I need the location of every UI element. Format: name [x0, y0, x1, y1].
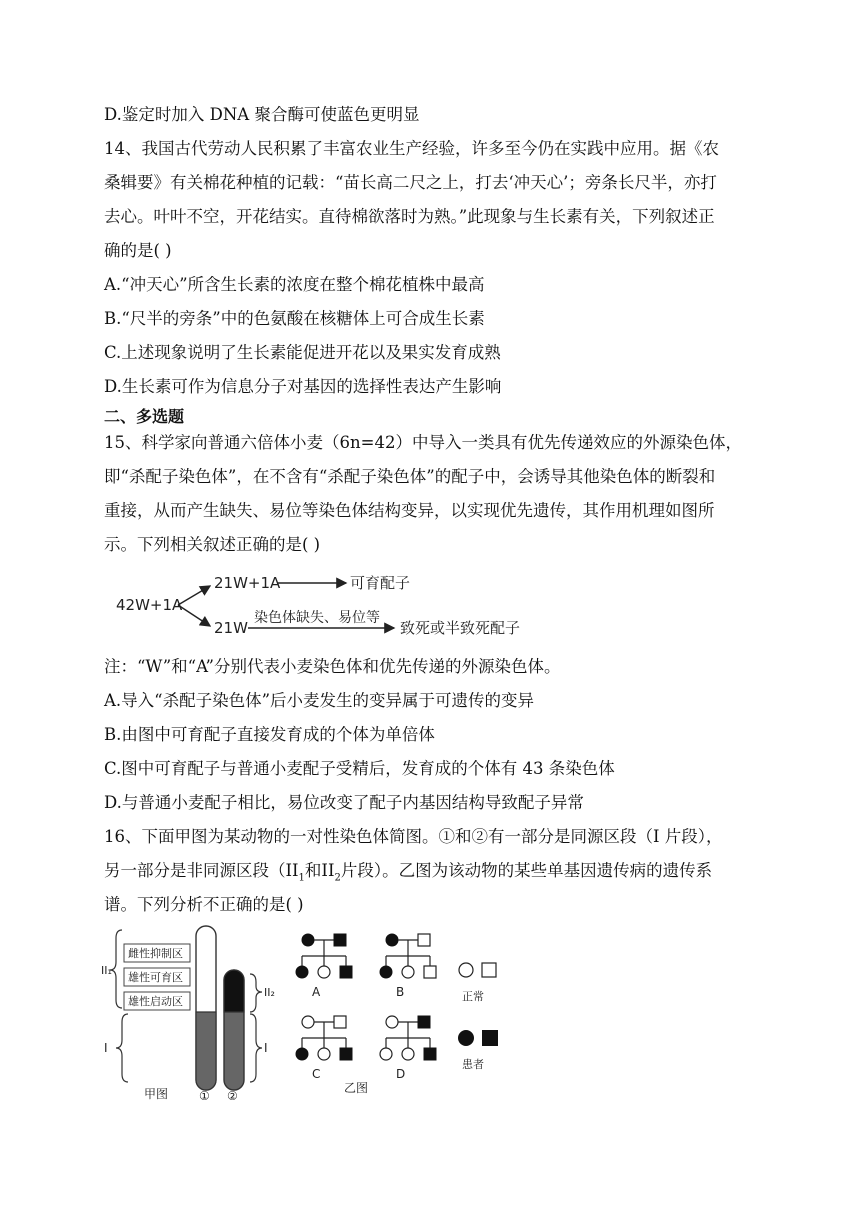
q14-stem-line-2: 桑辑要》有关棉花种植的记载：“苗长高二尺之上，打去‘冲天心’；旁条长尺半，亦打 — [104, 173, 717, 192]
q16-stem-2a: 另一部分是非同源区段（II — [104, 861, 299, 880]
pedigree-A-label: A — [312, 985, 321, 999]
label-chromosome-2: ② — [227, 1089, 238, 1100]
region-label-3: 雄性启动区 — [128, 995, 183, 1008]
pedigree-C-son — [340, 1048, 352, 1060]
legend-patient-female — [458, 1030, 474, 1046]
legend-normal-male — [482, 963, 496, 977]
q16-stem-line-3: 谱。下列分析不正确的是( ) — [104, 895, 304, 914]
q15-stem-line-1: 15、科学家向普通六倍体小麦（6n=42）中导入一类具有优先传递效应的外源染色体， — [104, 433, 742, 452]
pedigree-B-mother — [386, 934, 398, 946]
q16-stem-sub2: 2 — [334, 872, 341, 884]
branch-arrow-bottom — [178, 605, 210, 626]
q16-stem-line-1: 16、下面甲图为某动物的一对性染色体简图。①和②有一部分是同源区段（I 片段）， — [104, 827, 723, 846]
bracket-I-left — [116, 1014, 128, 1082]
q15-option-b: B.由图中可育配子直接发育成的个体为单倍体 — [104, 725, 435, 744]
pedigree-B-father — [418, 934, 430, 946]
legend-normal-female — [459, 963, 473, 977]
q16-stem-2c: 片段）。乙图为该动物的某些单基因遗传病的遗传系 — [340, 861, 713, 880]
q16-stem-sub1: 1 — [298, 872, 305, 884]
q15-stem-line-3: 重接，从而产生缺失、易位等染色体结构变异，以实现优先遗传，其作用机理如图所 — [104, 501, 715, 520]
q14-stem-line-1: 14、我国古代劳动人民积累了丰富农业生产经验，许多至今仍在实践中应用。据《农 — [104, 139, 719, 158]
pedigree-C — [296, 1016, 352, 1081]
pedigree-B-label: B — [396, 985, 405, 999]
pedigree-D — [380, 1016, 436, 1081]
pedigree-A-son — [340, 966, 352, 978]
pedigree-A — [296, 934, 352, 999]
q14-option-d: D.生长素可作为信息分子对基因的选择性表达产生影响 — [104, 377, 502, 396]
q15-option-a: A.导入“杀配子染色体”后小麦发生的变异属于可遗传的变异 — [104, 691, 535, 710]
region-label-2: 雄性可育区 — [128, 971, 183, 984]
caption-jia: 甲图 — [144, 1087, 169, 1100]
pedigree-C-daughter-1 — [296, 1048, 308, 1060]
pedigree-C-label: C — [312, 1067, 321, 1081]
pedigree-B-son — [424, 966, 436, 978]
pedigree-C-daughter-2 — [318, 1048, 330, 1060]
bracket-I-right — [250, 1014, 262, 1082]
pedigree-B-daughter-1 — [380, 966, 392, 978]
pedigree-B-daughter-2 — [402, 966, 414, 978]
pedigree-A-mother — [302, 934, 314, 946]
pedigree-D-father — [418, 1016, 430, 1028]
legend-patient-label: 患者 — [462, 1058, 484, 1071]
q15-mechanism-figure — [112, 566, 552, 646]
figure-top-result: 可育配子 — [350, 574, 411, 592]
legend-normal-label: 正常 — [462, 990, 484, 1003]
chromosome-2-nonhomologous — [224, 970, 244, 1012]
pedigree-C-mother — [302, 1016, 314, 1028]
q15-option-c: C.图中可育配子与普通小麦配子受精后，发育成的个体有 43 条染色体 — [104, 759, 615, 778]
label-chromosome-1: ① — [199, 1089, 210, 1100]
label-II1: II₁ — [101, 964, 112, 977]
label-I-left: I — [104, 1041, 108, 1055]
pedigree-D-daughter-2 — [402, 1048, 414, 1060]
pedigree-B — [380, 934, 436, 999]
q16-figure-jia — [100, 924, 290, 1100]
figure-left-label: 42W+1A — [116, 596, 183, 614]
pedigree-C-father — [334, 1016, 346, 1028]
pedigree-A-father — [334, 934, 346, 946]
q15-stem-line-2: 即“杀配子染色体”，在不含有“杀配子染色体”的配子中，会诱导其他染色体的断裂和 — [104, 467, 716, 486]
figure-bottom-branch: 21W — [214, 619, 248, 637]
branch-arrow-top — [178, 586, 210, 605]
bracket-II2 — [250, 974, 262, 1012]
pedigree-A-daughter-2 — [318, 966, 330, 978]
q16-stem-2b: 和II — [304, 861, 335, 880]
figure-bottom-arrow-label: 染色体缺失、易位等 — [254, 610, 380, 626]
q16-stem-line-2 — [104, 860, 712, 889]
label-II2: II₂ — [264, 986, 275, 999]
figure-top-branch: 21W+1A — [214, 574, 281, 592]
pedigree-A-daughter-1 — [296, 966, 308, 978]
chromosome-1-homologous — [196, 1012, 216, 1090]
q16-figure-yi — [290, 928, 530, 1098]
legend-patient-male — [482, 1030, 498, 1046]
section-heading-multiple-choice: 二、多选题 — [104, 407, 185, 426]
q14-stem-line-4: 确的是( ) — [104, 241, 172, 260]
pedigree-D-son — [424, 1048, 436, 1060]
q13-option-d: D.鉴定时加入 DNA 聚合酶可使蓝色更明显 — [104, 105, 420, 124]
pedigree-D-label: D — [396, 1067, 406, 1081]
q14-option-c: C.上述现象说明了生长素能促进开花以及果实发育成熟 — [104, 343, 501, 362]
pedigree-D-daughter-1 — [380, 1048, 392, 1060]
figure-bottom-result: 致死或半致死配子 — [400, 619, 521, 637]
q15-option-d: D.与普通小麦配子相比，易位改变了配子内基因结构导致配子异常 — [104, 793, 584, 812]
q14-option-b: B.“尺半的旁条”中的色氨酸在核糖体上可合成生长素 — [104, 309, 485, 328]
caption-yi: 乙图 — [344, 1081, 369, 1095]
label-I-right: I — [264, 1041, 268, 1055]
q14-stem-line-3: 去心。叶叶不空，开花结实。直待棉欲落时为熟。”此现象与生长素有关，下列叙述正 — [104, 207, 715, 226]
q15-stem-line-4: 示。下列相关叙述正确的是( ) — [104, 535, 321, 554]
region-label-1: 雌性抑制区 — [128, 947, 183, 960]
q14-option-a: A.“冲天心”所含生长素的浓度在整个棉花植株中最高 — [104, 275, 485, 294]
pedigree-D-mother — [386, 1016, 398, 1028]
q15-note: 注：“W”和“A”分别代表小麦染色体和优先传递的外源染色体。 — [104, 657, 561, 676]
